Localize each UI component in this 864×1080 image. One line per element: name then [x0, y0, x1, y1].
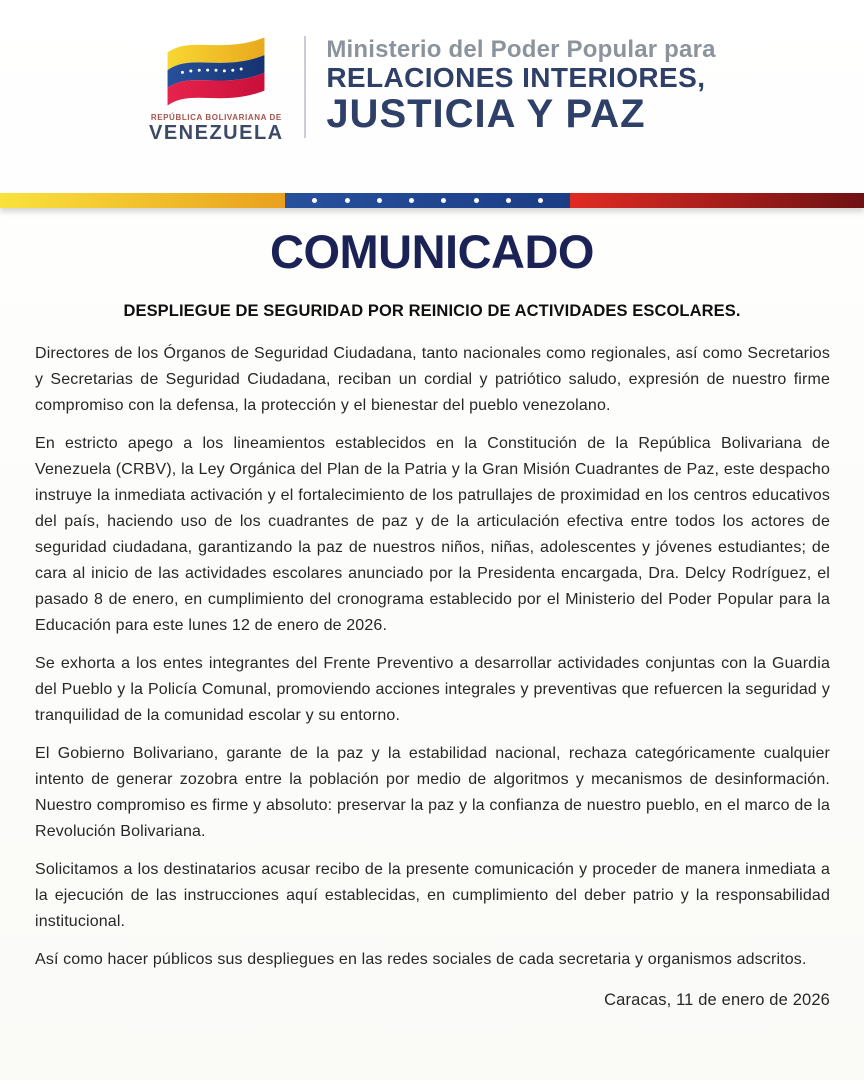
bar-blue-segment: [285, 193, 570, 208]
seal-caption-small: REPÚBLICA BOLIVARIANA DE: [150, 113, 282, 122]
seal-caption-large: VENEZUELA: [149, 122, 284, 144]
paragraph: Se exhorta a los entes integrantes del Frente Preventivo a desarrollar actividades conjuntas con la Guardia del Pueblo y la Policía Comunal, promoviendo acciones integrales y preventivas que refuercen la seguridad y tranquilidad de la comunidad escolar y su entorno.: [35, 655, 830, 724]
bar-star-icon: [312, 198, 317, 203]
document-body: [35, 341, 830, 1013]
venezuela-flag-icon: [153, 30, 279, 112]
ministry-name-line2: RELACIONES INTERIORES,: [326, 62, 706, 94]
bar-star-icon: [474, 198, 479, 203]
paragraph: Directores de los Órganos de Seguridad Ciudadana, tanto nacionales como regionales, así como Secretarios y Secretarias de Seguridad Ciudadana, reciban un cordial y patriótico saludo, expresión de nuestro firme compromiso con la defensa, la protección y el bienestar del pueblo venezolano.: [35, 345, 830, 414]
bar-star-icon: [441, 198, 446, 203]
venezuela-seal: [148, 30, 284, 144]
document-title: COMUNICADO: [270, 225, 594, 278]
ministry-header: [0, 30, 864, 144]
ministry-name-line1: Ministerio del Poder Popular para: [326, 36, 716, 64]
paragraph: El Gobierno Bolivariano, garante de la paz y la estabilidad nacional, rechaza categóricamente cualquier intento de generar zozobra entre la población por medio de algoritmos y mecanismos de desinformación. Nuestro compromiso es firme y absoluto: preservar la paz y la confianza de nuestro pueblo, en el marco de la Revolución Bolivariana.: [35, 745, 830, 840]
ministry-name: [326, 37, 715, 136]
document-subtitle: DESPLIEGUE DE SEGURIDAD POR REINICIO DE ACTIVIDADES ESCOLARES.: [123, 302, 741, 320]
tricolor-divider-bar: [0, 193, 864, 208]
bar-yellow-segment: [0, 193, 285, 208]
bar-star-icon: [409, 198, 414, 203]
bar-red-segment: [570, 193, 864, 208]
ministry-name-line3: JUSTICIA Y PAZ: [326, 92, 646, 137]
bar-star-icon: [538, 198, 543, 203]
bar-star-icon: [377, 198, 382, 203]
paragraph: Así como hacer públicos sus despliegues en las redes sociales de cada secretaria y organismos adscritos.: [35, 951, 807, 968]
paragraph: Solicitamos a los destinatarios acusar recibo de la presente comunicación y proceder de manera inmediata a la ejecución de las instrucciones aquí establecidas, en cumplimiento del deber patrio y la responsabilidad institucional.: [35, 861, 830, 930]
dateline: Caracas, 11 de enero de 2026: [604, 991, 830, 1009]
paragraph: En estricto apego a los lineamientos establecidos en la Constitución de la República Bolivariana de Venezuela (CRBV), la Ley Orgánica del Plan de la Patria y la Gran Misión Cuadrantes de Paz, este despacho instruye la inmediata activación y el fortalecimiento de los patrullajes de proximidad en los centros educativos del país, haciendo uso de los cuadrantes de paz y de la articulación efectiva entre todos los actores de seguridad ciudadana, garantizando la paz de nuestros niños, niñas, adolescentes y jóvenes estudiantes; de cara al inicio de las actividades escolares anunciado por la Presidenta encargada, Dra. Delcy Rodríguez, el pasado 8 de enero, en cumplimiento del cronograma establecido por el Ministerio del Poder Popular para la Educación para este lunes 12 de enero de 2026.: [35, 435, 830, 634]
bar-star-icon: [345, 198, 350, 203]
header-divider-line: [304, 36, 306, 138]
bar-star-icon: [506, 198, 511, 203]
